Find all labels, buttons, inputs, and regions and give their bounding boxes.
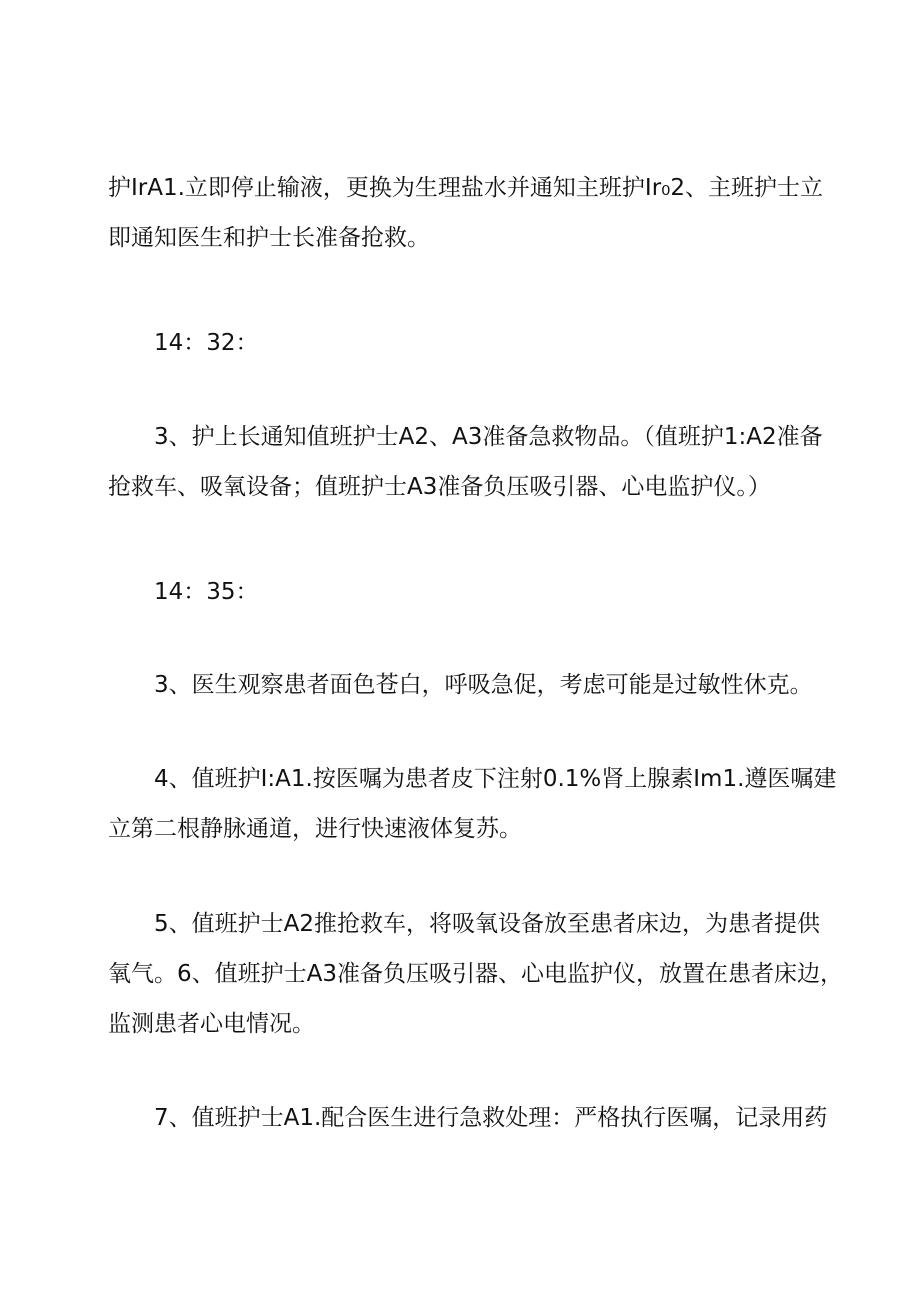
timestamp-1432 bbox=[108, 318, 866, 368]
text-line: 5、值班护士A2推抢救车，将吸氧设备放至患者床边，为患者提供 bbox=[154, 911, 821, 937]
timestamp-1435 bbox=[108, 567, 866, 617]
timestamp-text: 14：35： bbox=[154, 579, 259, 605]
text-line: 护IrA1.立即停止输液，更换为生理盐水并通知主班护Ir₀2、主班护士立 bbox=[108, 175, 824, 201]
text-line: 监测患者心电情况。 bbox=[108, 1011, 315, 1037]
text-line: 4、值班护I:A1.按医嘱为患者皮下注射0.1%肾上腺素Im1.遵医嘱建 bbox=[154, 766, 837, 792]
text-line: 7、值班护士A1.配合医生进行急救处理：严格执行医嘱，记录用药 bbox=[154, 1105, 828, 1131]
timestamp-text: 14：32： bbox=[154, 330, 259, 356]
text-line: 3、医生观察患者面色苍白，呼吸急促，考虑可能是过敏性休克。 bbox=[154, 672, 813, 698]
paragraph-stop-infusion bbox=[108, 163, 824, 263]
paragraph-doctor-observation bbox=[108, 660, 866, 710]
paragraph-oxygen-monitor bbox=[108, 899, 844, 1049]
text-line: 3、护上长通知值班护士A2、A3准备急救物品。（值班护1:A2准备 bbox=[154, 424, 823, 450]
text-line: 立第二根静脉通道，进行快速液体复苏。 bbox=[108, 816, 522, 842]
text-line: 即通知医生和护士长准备抢救。 bbox=[108, 225, 430, 251]
paragraph-prepare-supplies bbox=[108, 412, 823, 512]
paragraph-epinephrine bbox=[108, 754, 837, 854]
paragraph-emergency-treatment bbox=[108, 1093, 866, 1143]
text-line: 氧气。6、值班护士A3准备负压吸引器、心电监护仪，放置在患者床边， bbox=[108, 961, 844, 987]
text-line: 抢救车、吸氧设备；值班护士A3准备负压吸引器、心电监护仪。） bbox=[108, 474, 771, 500]
